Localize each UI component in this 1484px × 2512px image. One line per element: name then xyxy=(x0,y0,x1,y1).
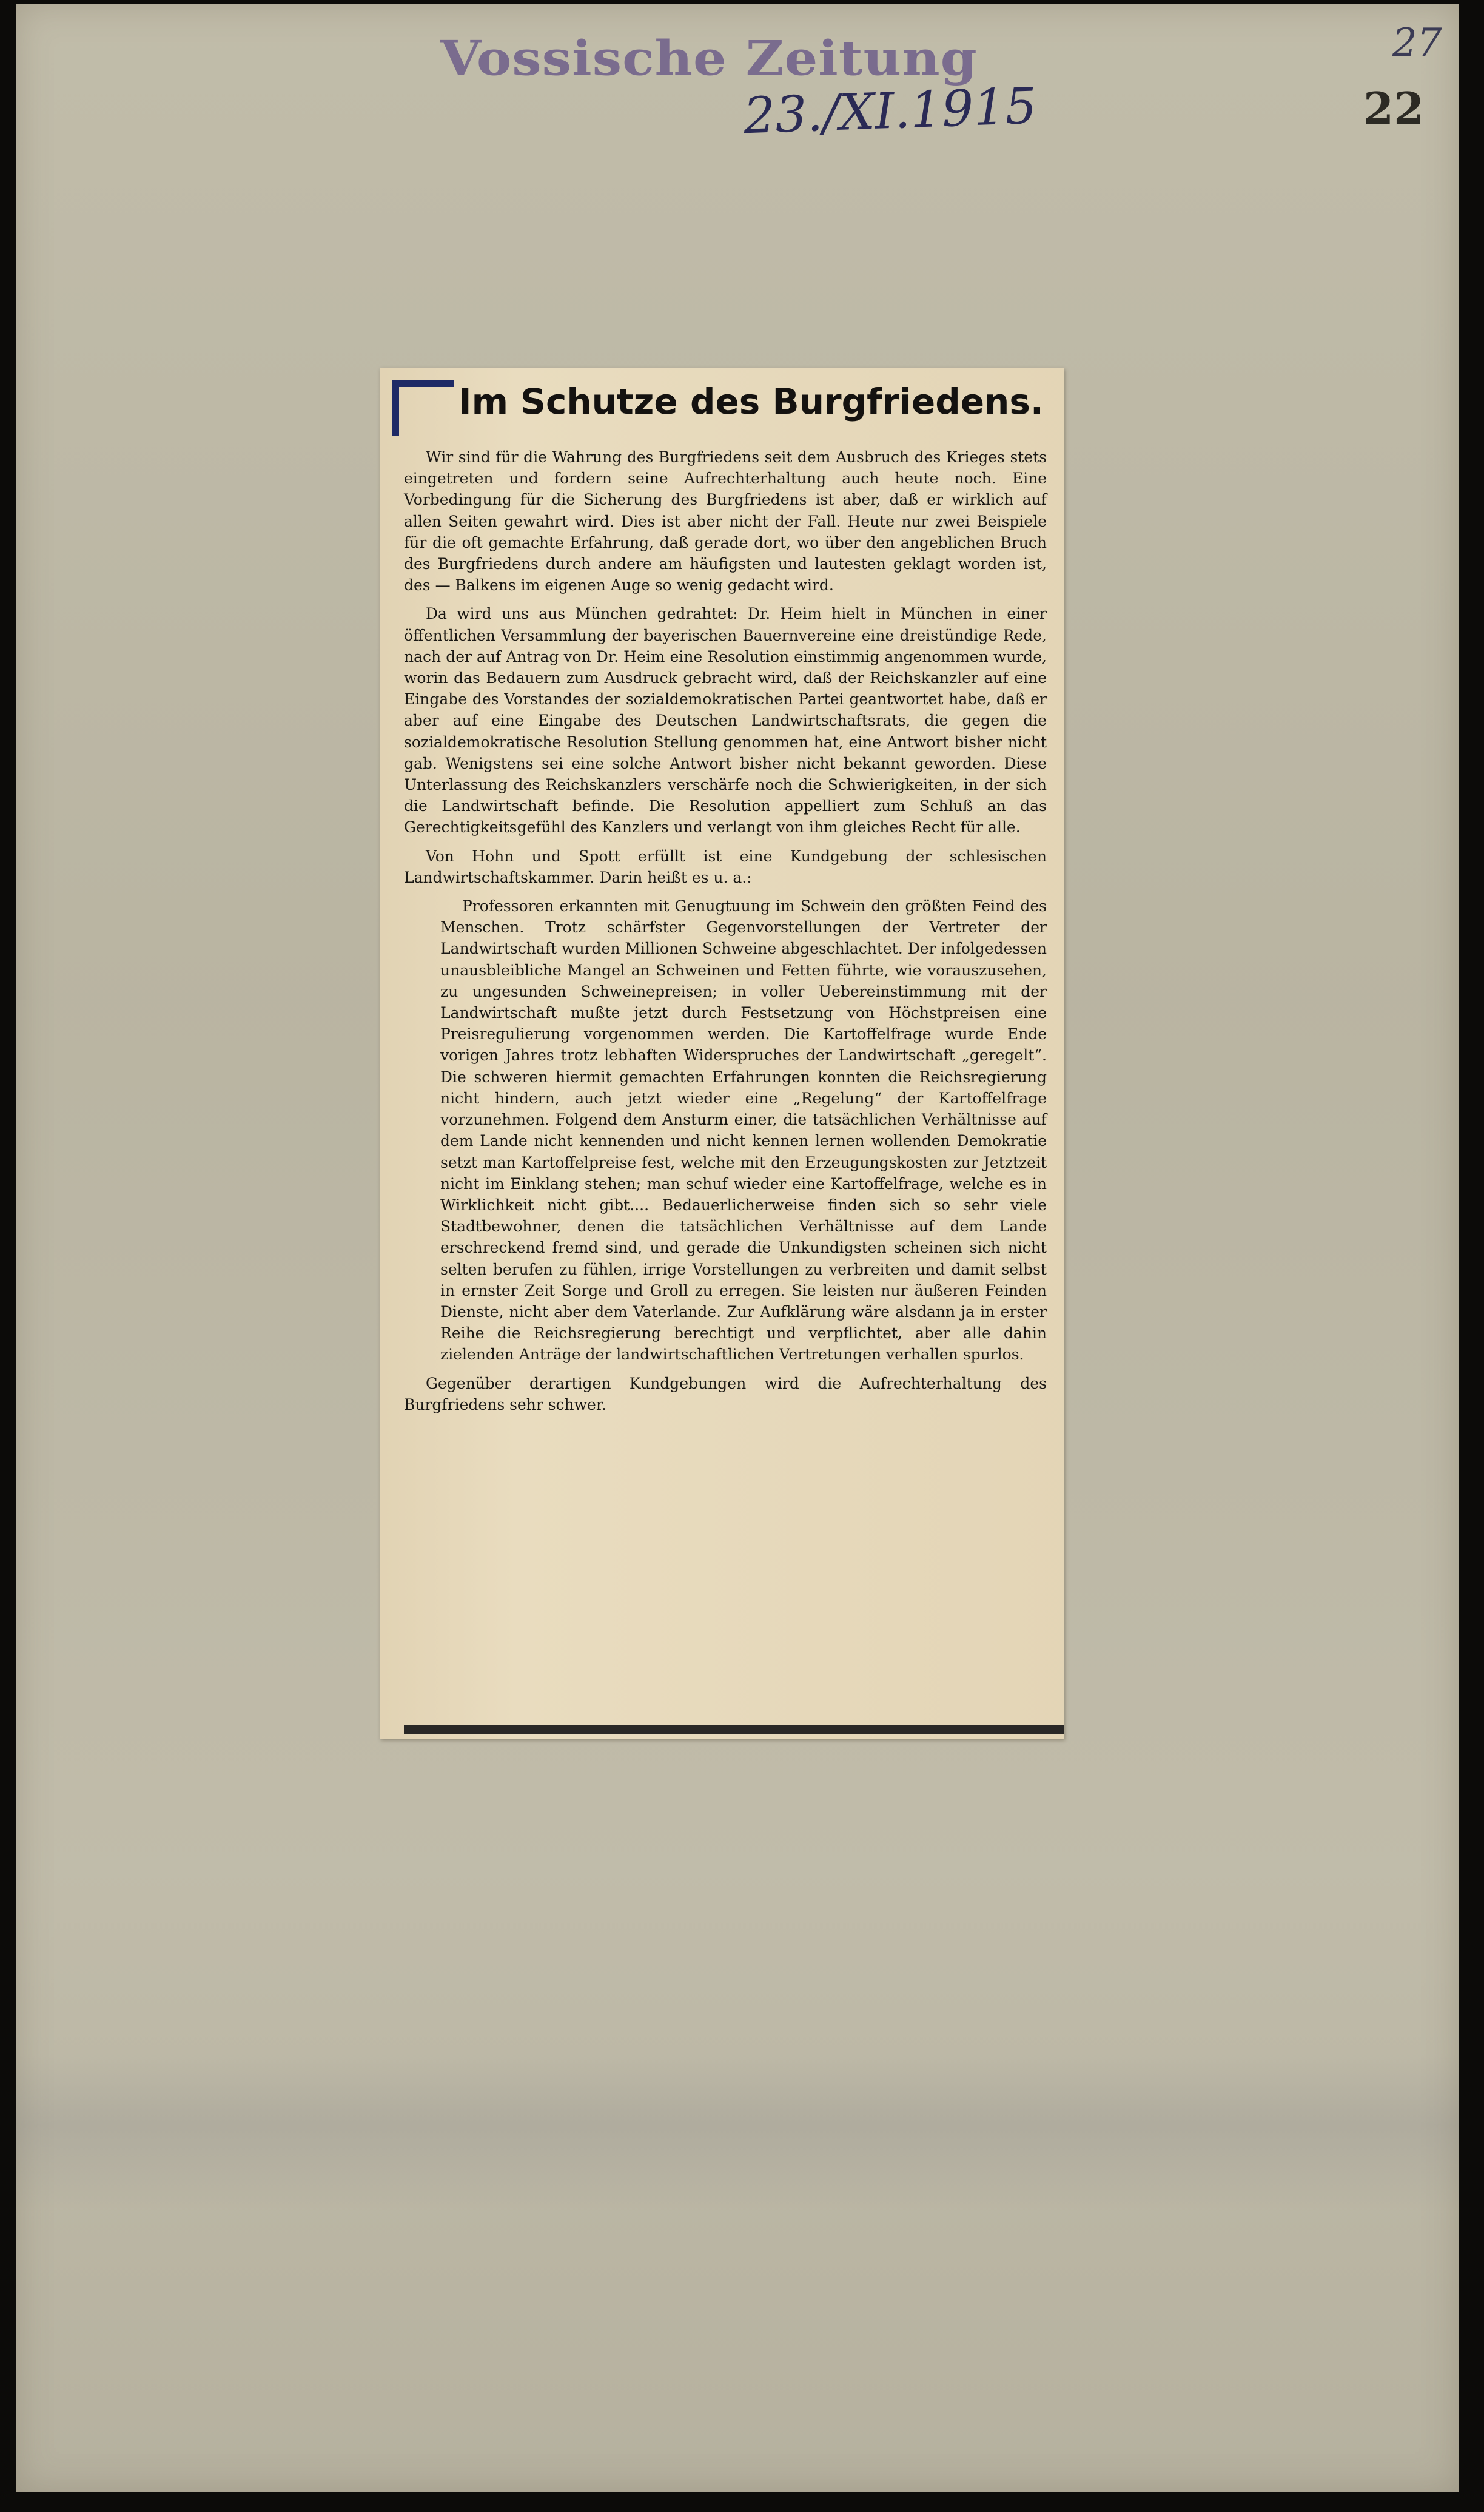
article-headline: Im Schutze des Burgfriedens. xyxy=(458,381,1044,422)
handwritten-date: 23./XI.1915 xyxy=(742,77,1038,146)
blue-bracket-mark xyxy=(392,380,454,436)
newspaper-stamp: Vossische Zeitung xyxy=(440,30,978,87)
article-paragraph: Von Hohn und Spott erfüllt ist eine Kundgebung der schlesischen Landwirtschaftskammer. Darin heißt es u. a.: xyxy=(404,847,1047,886)
article-paragraph: Wir sind für die Wahrung des Burgfriedens seit dem Ausbruch des Krieges stets eingetreten und fordern seine Aufrechterhaltung auch heute noch. Eine Vorbedingung für die Sicherung des Burgfriedens ist aber, daß er wirklich auf allen Seiten gewahrt wird. Dies ist aber nicht der Fall. Heute nur zwei Beispiele für die oft gemachte Erfahrung, daß gerade dort, wo über den angeblichen Bruch des Burgfriedens durch andere am häufigsten und lautesten geklagt worden ist, des — Balkens im eigenen Auge so wenig gedacht wird. xyxy=(404,448,1047,594)
handwritten-corner-mark: 27 xyxy=(1392,21,1442,66)
article-paragraph: Da wird uns aus München gedrahtet: Dr. Heim hielt in München in einer öffentlichen Versammlung der bayerischen Bauernvereine eine dreistündige Rede, nach der auf Antrag von Dr. Heim eine Resolution einstimmig angenommen wurde, worin das Bedauern zum Ausdruck gebracht wird, daß der Reichskanzler auf eine Eingabe des Vorstandes der sozialdemokratischen Partei geantwortet habe, daß er aber auf eine Eingabe des Deutschen Landwirtschaftsrats, die gegen die sozialdemokratische Resolution Stellung genommen hat, eine Antwort bisher nicht gab. Wenigstens sei eine solche Antwort bisher nicht bekannt geworden. Diese Unterlassung des Reichskanzlers verschärfe noch die Schwierigkeiten, in der sich die Landwirtschaft befinde. Die Resolution appelliert zum Schluß an das Gerechtigkeitsgefühl des Kanzlers und verlangt von ihm gleiches Recht für alle. xyxy=(404,605,1047,837)
article-body xyxy=(404,446,1047,1423)
article-closing: Gegenüber derartigen Kundgebungen wird die Aufrechterhaltung des Burgfriedens sehr schwer. xyxy=(404,1374,1047,1413)
clipping-bottom-rule xyxy=(404,1725,1064,1734)
archive-page xyxy=(16,4,1459,2492)
paper-fold-shading xyxy=(16,2054,1459,2212)
article-quote: Professoren erkannten mit Genugtuung im Schwein den größten Feind des Menschen. Trotz schärfster Gegenvorstellungen der Vertreter der Landwirtschaft wurden Millionen Schweine abgeschlachtet. Der infolgedessen unausbleibliche Mangel an Schweinen und Fetten führte, wie vorauszusehen, zu ungesunden Schweinepreisen; in voller Uebereinstimmung mit der Landwirtschaft mußte jetzt durch Festsetzung von Höchstpreisen eine Preisregulierung vorgenommen werden. Die Kartoffelfrage wurde Ende vorigen Jahres trotz lebhaften Widerspruches der Landwirtschaft „geregelt“. Die schweren hiermit gemachten Erfahrungen konnten die Reichsregierung nicht hindern, auch jetzt wieder eine „Regelung“ der Kartoffelfrage vorzunehmen. Folgend dem Ansturm einer, die tatsächlichen Verhältnisse auf dem Lande nicht kennenden und nicht kennen lernen wollenden Demokratie setzt man Kartoffelpreise fest, welche mit den Erzeugungskosten zur Jetztzeit nicht im Einklang stehen; man schuf wieder eine Kartoffelfrage, welche es in Wirklichkeit nicht gibt.... Bedauerlicherweise finden sich so sehr viele Stadtbewohner, denen die tatsächlichen Verhältnisse auf dem Lande erschreckend fremd sind, und gerade die Unkundigsten scheinen sich nicht selten berufen zu fühlen, irrige Vorstellungen zu verbreiten und damit selbst in ernster Zeit Sorge und Groll zu erregen. Sie leisten nur äußeren Feinden Dienste, nicht aber dem Vaterlande. Zur Aufklärung wäre alsdann ja in erster Reihe die Reichsregierung berechtigt und verpflichtet, aber alle dahin zielenden Anträge der landwirtschaftlichen Vertretungen verhallen spurlos. xyxy=(440,897,1047,1364)
newspaper-clipping xyxy=(380,368,1064,1739)
page-number: 22 xyxy=(1363,82,1425,134)
